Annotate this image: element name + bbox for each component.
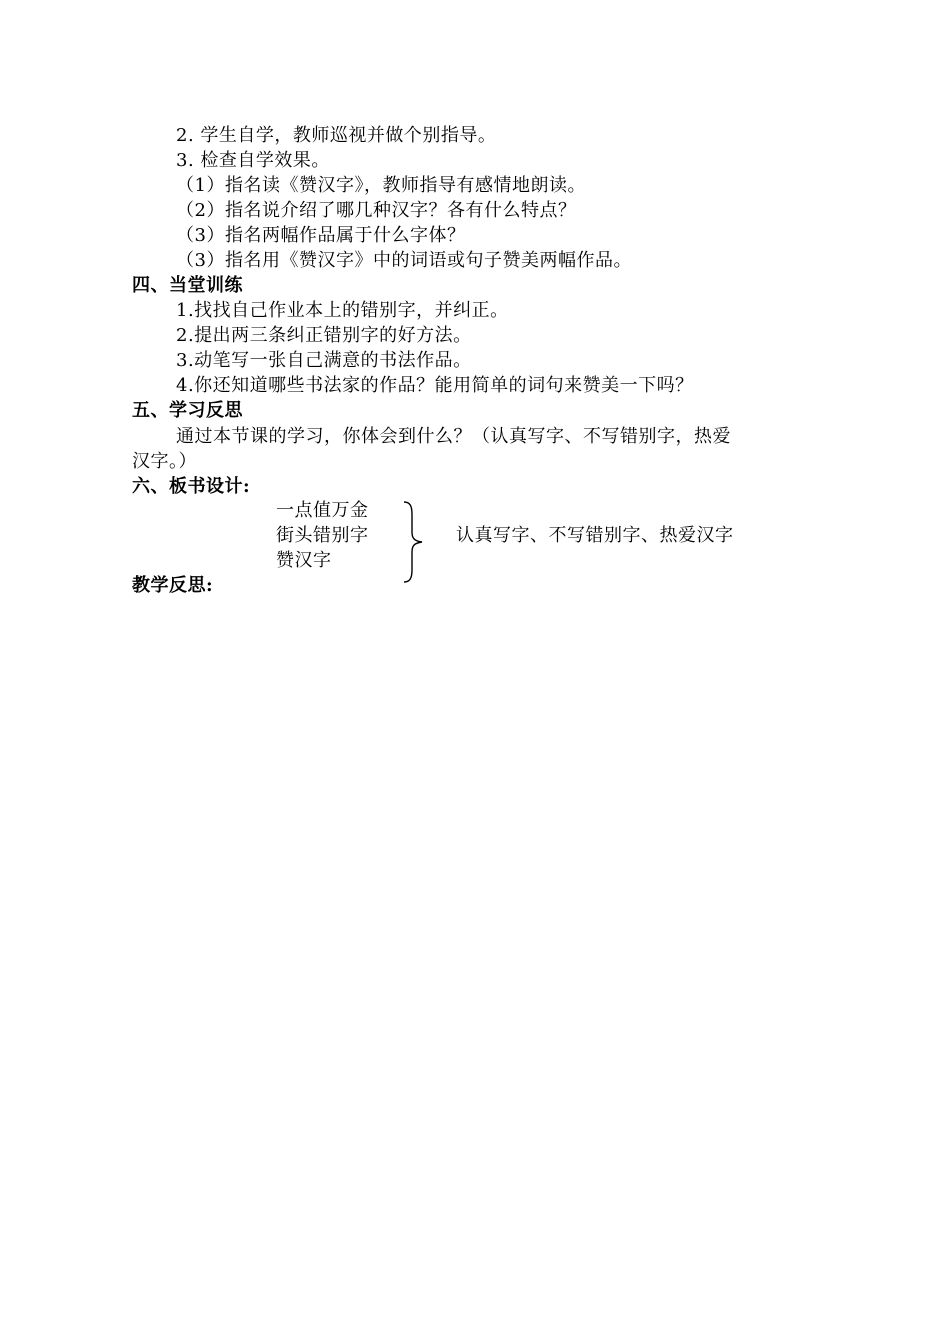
step-2: 2. 学生自学，教师巡视并做个别指导。 xyxy=(176,125,497,146)
training-item-2: 2.提出两三条纠正错别字的好方法。 xyxy=(176,325,472,346)
sub-step-2: （2）指名说介绍了哪几种汉字？各有什么特点？ xyxy=(176,200,577,221)
sub-step-1: （1）指名读《赞汉字》，教师指导有感情地朗读。 xyxy=(176,175,586,196)
board-item-2: 街头错别字 xyxy=(276,525,369,546)
section-4-heading: 四、当堂训练 xyxy=(132,275,243,296)
reflection-text-line-1: 通过本节课的学习，你体会到什么？（认真写字、不写错别字，热爱 xyxy=(176,426,731,447)
training-item-4: 4.你还知道哪些书法家的作品？能用简单的词句来赞美一下吗？ xyxy=(176,375,694,396)
section-5-heading: 五、学习反思 xyxy=(132,400,243,421)
right-curly-brace xyxy=(400,500,428,584)
step-3: 3. 检查自学效果。 xyxy=(176,150,330,171)
board-item-3: 赞汉字 xyxy=(276,550,332,571)
teaching-reflection-heading: 教学反思: xyxy=(132,575,214,596)
sub-step-4: （3）指名用《赞汉字》中的词语或句子赞美两幅作品。 xyxy=(176,250,632,271)
training-item-1: 1.找找自己作业本上的错别字，并纠正。 xyxy=(176,300,509,321)
training-item-3: 3.动笔写一张自己满意的书法作品。 xyxy=(176,350,472,371)
sub-step-3: （3）指名两幅作品属于什么字体？ xyxy=(176,225,466,246)
board-item-1: 一点值万金 xyxy=(276,500,369,521)
board-summary: 认真写字、不写错别字、热爱汉字 xyxy=(456,525,734,546)
section-6-heading: 六、板书设计: xyxy=(132,476,251,497)
reflection-text-line-2: 汉字。） xyxy=(132,451,197,472)
